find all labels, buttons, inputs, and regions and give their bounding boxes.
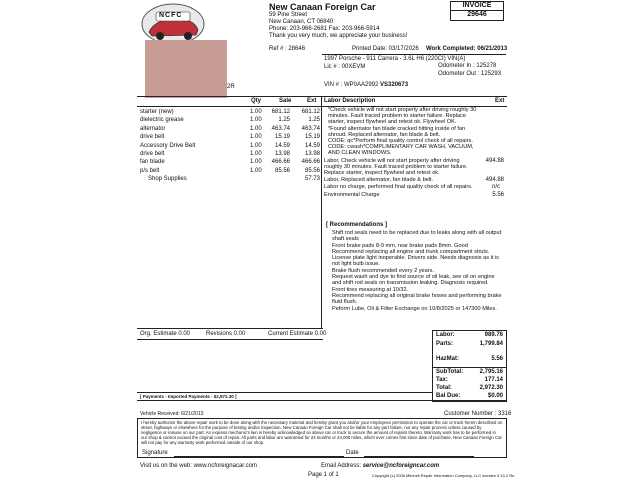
parts-rows xyxy=(140,109,320,185)
part-ext: 14.59 xyxy=(304,142,320,149)
part-qty: 1.00 xyxy=(250,117,262,124)
labor-line xyxy=(324,144,506,156)
labor-line xyxy=(324,107,506,126)
total-label: SubTotal: xyxy=(436,369,464,375)
work-completed: Work Completed: 06/21/2013 xyxy=(426,46,508,52)
labor-text: *Found alternator fan blade cracked hitting inside of fan shroud. Replaced alternator, fan blade & belt. xyxy=(328,125,466,138)
col-qty-header: Qty xyxy=(251,98,262,104)
table-row xyxy=(140,109,320,117)
total-value: $0.00 xyxy=(487,393,503,399)
part-sale: 14.59 xyxy=(274,142,290,149)
total-label: Tax: xyxy=(436,377,448,383)
total-label: Parts: xyxy=(436,341,454,347)
shop-street: 59 Pine Street xyxy=(269,12,308,18)
part-qty: 1.00 xyxy=(250,109,262,115)
totals-row xyxy=(433,352,506,367)
col-sale-header: Sale xyxy=(279,98,292,104)
table-row xyxy=(140,176,320,184)
total-label: Labor: xyxy=(436,332,455,338)
recommendation-item: Brake flush recommended every 2 years. xyxy=(332,267,434,274)
license-number: Lic # : 00XEVM xyxy=(324,64,366,70)
part-sale: 466.66 xyxy=(271,159,290,166)
authorization-text: I hereby authorize the above repair work to be done along with the necessary material and hereby grant you and/or your employees permission to operate the car or truck herein described on street, highways or elsewhere for the purpose of testing and/or inspection. New Canaan Foreign Car shall not be liable for any part failure, nor any repair process unless caused by negligence or misuse on our part. An express mechanic's lien is hereby acknowledged on above car or truck to secure the amount of repairs thereto. Warranty work has to be performed in our shop & cannot exceed the original cost of repair. All parts and labor are warranted for 24 months or 24,000 miles, which ever comes first since date of purchase. New Canaan Foreign Car will not pay for any warranty work performed outside of our shop. xyxy=(141,420,503,445)
part-sale: 13.98 xyxy=(274,150,290,157)
totals-row xyxy=(433,331,506,340)
supplies-desc: Shop Supplies xyxy=(148,176,187,183)
shop-phone: Phone: 203-966-2681 Fax: 203-966-5914 xyxy=(269,26,380,32)
labor-line xyxy=(324,192,506,198)
labor-text: CODE: qc*Perform final quality control check of all repairs. xyxy=(328,138,473,145)
part-desc: starter (new) xyxy=(140,109,174,115)
footer-website: Visit us on the web: www.ncforeignacar.com xyxy=(140,463,257,469)
part-qty: 1.00 xyxy=(250,134,262,141)
shop-name: New Canaan Foreign Car xyxy=(269,2,376,12)
part-desc: drive belt xyxy=(140,134,165,141)
labor-ext: 5.56 xyxy=(492,191,504,198)
labor-line xyxy=(324,158,506,177)
part-sale: 15.19 xyxy=(274,134,290,141)
labor-text: Labor, Replaced alternator, fan blade & belt. xyxy=(324,177,434,184)
invoice-label: INVOICE xyxy=(451,2,503,11)
total-value: 2,795.16 xyxy=(479,369,503,375)
recommendation-item: Request wash and dye to find source of oil leak, see oil on engine and shift rod seals on transmission leaking. Diagnosis required. xyxy=(332,274,495,287)
date-line[interactable] xyxy=(364,456,474,457)
recommendation-item: Shift rod seals need to be replaced due to leaks along with all output shaft seals xyxy=(332,230,502,243)
payments-line: [ Payments - Imported Payments - $2,972.30 ] xyxy=(140,394,237,399)
odometer-in: Odometer In : 125278 xyxy=(438,63,497,69)
labor-ext: 494.88 xyxy=(485,177,504,184)
recommendation-item: Recommend replacing all original brake hoses and performing brake fluid flush. xyxy=(332,292,502,306)
part-sale: 85.56 xyxy=(274,167,290,174)
vehicle-desc: 1997 Porsche - 911 Carrera - 3.6L H6 (220CI) VIN(A) xyxy=(324,56,466,62)
part-ext: 13.98 xyxy=(304,150,320,157)
labor-text: Labor, Check vehicle will not start properly after driving roughly 30 minutes. Fault traced problem to starter failure. Replace starter, inspect flywheel and retest ok. xyxy=(324,157,468,177)
part-desc: alternator xyxy=(140,125,166,132)
totals-box xyxy=(432,330,507,402)
part-ext: 466.66 xyxy=(301,159,320,166)
recommendation-item: Front tires measuring at 10/32. xyxy=(332,286,409,293)
total-value: 5.56 xyxy=(491,356,503,362)
total-label: Total: xyxy=(436,385,452,391)
totals-row xyxy=(433,377,506,385)
labor-line xyxy=(324,126,506,138)
part-desc: p/s belt xyxy=(140,167,160,174)
part-qty: 1.00 xyxy=(250,142,262,149)
part-desc: fan blade xyxy=(140,159,165,166)
labor-description-header: Labor Description xyxy=(324,98,376,104)
footer-email xyxy=(321,463,439,470)
vin-bold: VS320673 xyxy=(380,82,409,88)
table-row xyxy=(140,117,320,125)
copyright: Copyright (c) 2008 Mitchell Repair Information Company, LLC invrwire 5.10.2 Re xyxy=(372,473,515,478)
shop-thanks: Thank you very much, we appreciate your business! xyxy=(269,33,408,39)
logo-text: NCFC xyxy=(159,12,183,19)
shop-city: New Canaan, CT 06840 xyxy=(269,19,334,25)
labor-ext: 494.88 xyxy=(485,157,504,164)
table-row xyxy=(140,126,320,134)
date-label: Date xyxy=(346,450,359,456)
totals-row xyxy=(433,340,506,352)
total-value: 989.76 xyxy=(484,332,503,338)
total-value: 177.14 xyxy=(484,377,503,383)
total-value: 2,972.30 xyxy=(479,385,503,391)
vin-label: VIN # : WP0AA2992 xyxy=(324,82,379,88)
part-desc: dielectric grease xyxy=(140,117,184,124)
labor-ext: n/c xyxy=(491,184,500,191)
signature-label: Signature xyxy=(142,450,168,456)
totals-row xyxy=(433,367,506,377)
email-address[interactable]: service@ncforeigncar.com xyxy=(362,463,440,469)
labor-text: CODE: cwash*COMPLIMENTARY CAR WASH, VACUUM, AND CLEAN WINDOWS. xyxy=(328,144,474,157)
signature-line[interactable] xyxy=(174,456,344,457)
table-row xyxy=(140,134,320,142)
odometer-out: Odometer Out : 125293 xyxy=(438,71,502,77)
part-qty: 1.00 xyxy=(250,159,262,166)
recommendations xyxy=(326,222,504,312)
labor-text: *Check vehicle will not start properly after driving roughly 30 minutes. Fault traced problem to starter failure. Replace starter, inspect flywheel and retest ok. Flywheel OK. xyxy=(328,107,477,126)
invoice-box xyxy=(450,1,504,21)
part-desc: Accessory Drive Belt xyxy=(140,142,196,149)
col-ext-header: Ext xyxy=(307,98,317,104)
part-sale: 1.25 xyxy=(278,117,290,124)
total-value: 1,799.84 xyxy=(479,341,503,347)
recommendation-item: Recommend replacing all engine and trunk compartment struts. xyxy=(332,248,490,255)
labor-text: Environmental Charge xyxy=(324,191,380,198)
vin xyxy=(324,82,408,89)
current-estimate: Current Estimate 0.00 xyxy=(268,331,327,337)
part-qty: 1.00 xyxy=(250,150,262,157)
part-ext: 681.12 xyxy=(301,109,320,115)
vehicle-received: Vehicle Received: 6/21/2013 xyxy=(140,411,204,417)
email-label: Email Address: xyxy=(321,463,363,469)
labor-lines xyxy=(324,107,506,198)
part-qty: 1.00 xyxy=(250,167,262,174)
recommendations-title: [ Recommendations ] xyxy=(326,222,388,228)
part-qty: 1.00 xyxy=(250,125,262,132)
table-row xyxy=(140,151,320,159)
customer-number: Customer Number : 3316 xyxy=(444,411,512,417)
part-sale: 463.74 xyxy=(271,125,290,132)
totals-row xyxy=(433,385,506,393)
recommendation-item: Peform Lube, Oil & Filter Exchange on 10/8/2025 or 147300 Miles. xyxy=(332,305,497,312)
table-row xyxy=(140,143,320,151)
labor-line xyxy=(324,177,506,183)
table-row xyxy=(140,168,320,176)
total-label: HazMat: xyxy=(436,356,460,362)
part-ext: 15.19 xyxy=(304,134,320,141)
printed-date: Printed Date: 03/17/2026 xyxy=(352,46,419,52)
part-ext: 463.74 xyxy=(301,125,320,132)
part-sale: 681.12 xyxy=(271,109,290,115)
ref-number: Ref # : 28646 xyxy=(269,46,306,52)
page-number: Page 1 of 1 xyxy=(308,472,339,478)
revisions: Revisions 0.00 xyxy=(206,331,246,337)
orig-estimate: Org. Estimate 0.00 xyxy=(140,331,191,337)
redacted-block xyxy=(145,40,227,98)
recommendation-item: License plate light inoperable. Drivers side. Needs diagnosis as it is not light bulb issue. xyxy=(332,255,499,268)
part-ext: 85.56 xyxy=(304,167,320,174)
labor-ext-header: Ext xyxy=(495,98,505,104)
authorization-box xyxy=(137,418,507,458)
customer-fragment: 2R xyxy=(227,84,235,90)
recommendation-item: Front brake pads 8-9 mm, rear brake pads 8mm. Good xyxy=(332,242,468,249)
table-row xyxy=(140,159,320,167)
invoice-number: 29646 xyxy=(467,11,487,18)
part-desc: drive belt xyxy=(140,150,165,157)
total-label: Bal Due: xyxy=(436,393,461,399)
labor-line xyxy=(324,184,506,190)
supplies-ext: 57.73 xyxy=(304,176,320,183)
labor-text: Labor no charge, performed final quality check of all repairs. xyxy=(324,184,473,191)
part-ext: 1.25 xyxy=(308,117,320,124)
